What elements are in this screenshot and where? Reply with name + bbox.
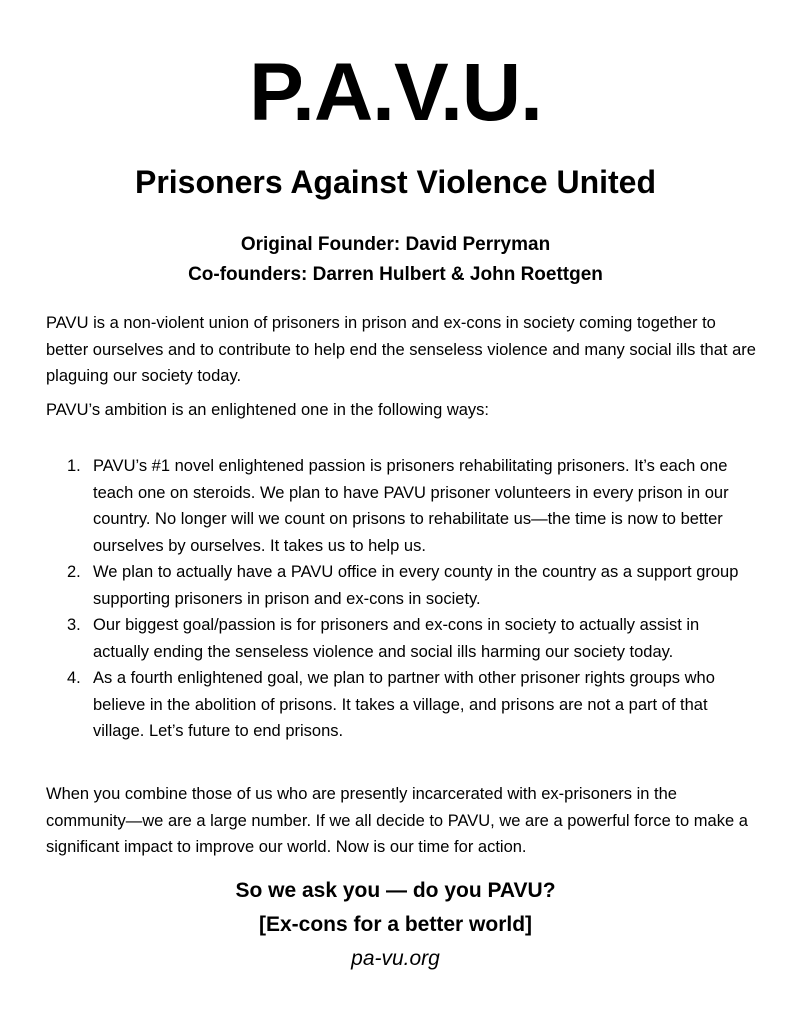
list-item-number: 2. bbox=[67, 563, 81, 581]
page-title: P.A.V.U. bbox=[249, 47, 542, 138]
list-item-text: Our biggest goal/passion is for prisoners and ex-cons in society to actually assist in actually ending the senseless violence and social ills harming our society today. bbox=[93, 616, 700, 661]
list-item bbox=[46, 665, 756, 745]
intro-paragraph: PAVU is a non-violent union of prisoners in prison and ex-cons in society coming together to better ourselves and to contribute to help end the senseless violence and many social ills that are plaguing our society today. bbox=[46, 314, 756, 385]
cofounders: Co-founders: Darren Hulbert & John Roettgen bbox=[188, 264, 603, 285]
list-item-text: PAVU’s #1 novel enlightened passion is prisoners rehabilitating prisoners. It’s each one teach one on steroids. We plan to have PAVU prisoner volunteers in every prison in our country. No longer will we count on prisons to rehabilitate us—the time is now to better ourselves by ourselves. It takes us to help us. bbox=[93, 457, 729, 555]
closing-tagline: [Ex-cons for a better world] bbox=[258, 913, 533, 936]
website-url: pa-vu.org bbox=[351, 947, 440, 970]
list-item-text: We plan to actually have a PAVU office in every county in the country as a support group supporting prisoners in prison and ex-cons in society. bbox=[93, 563, 739, 608]
list-item bbox=[46, 559, 756, 612]
goals-list bbox=[46, 453, 756, 745]
founders-block bbox=[0, 230, 791, 290]
organization-name: Prisoners Against Violence United bbox=[134, 164, 657, 200]
list-item-text: As a fourth enlightened goal, we plan to partner with other prisoner rights groups who believe in the abolition of prisons. It takes a village, and prisons are not a part of that village. Let’s future to end prisons. bbox=[93, 669, 715, 740]
list-item bbox=[46, 612, 756, 665]
list-item-number: 4. bbox=[67, 669, 81, 687]
original-founder: Original Founder: David Perryman bbox=[240, 234, 551, 255]
list-item-number: 3. bbox=[67, 616, 81, 634]
list-item bbox=[46, 453, 756, 559]
ambition-lead-paragraph: PAVU’s ambition is an enlightened one in the following ways: bbox=[46, 401, 490, 419]
list-item-number: 1. bbox=[67, 457, 81, 475]
closing-question: So we ask you — do you PAVU? bbox=[235, 879, 556, 902]
conclusion-paragraph: When you combine those of us who are presently incarcerated with ex-prisoners in the community—we are a large number. If we all decide to PAVU, we are a powerful force to make a significant impact to improve our world. Now is our time for action. bbox=[46, 785, 748, 856]
closing-block bbox=[0, 874, 791, 976]
